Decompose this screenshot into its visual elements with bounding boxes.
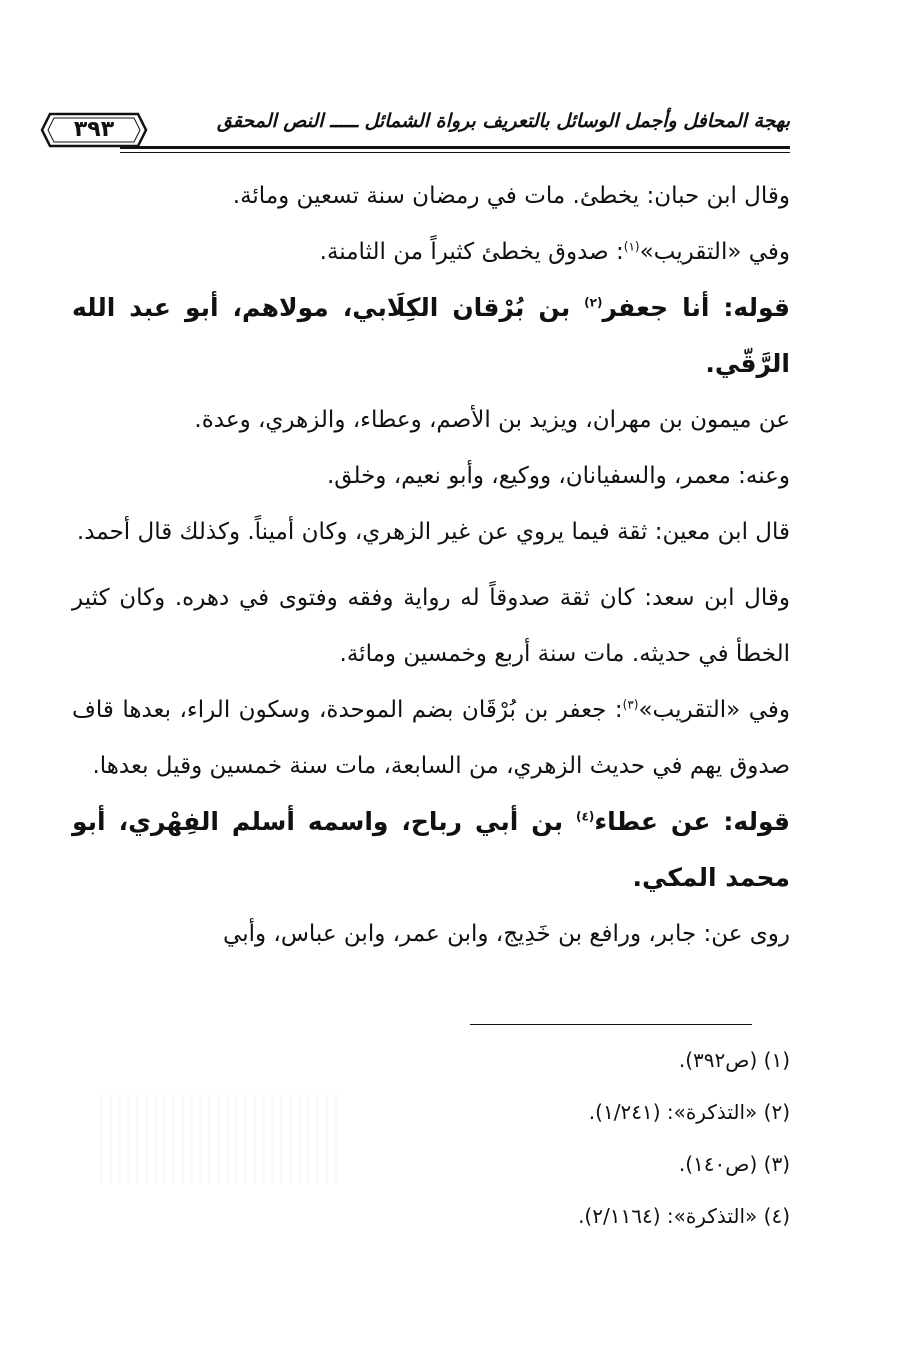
footnote-separator — [470, 1024, 752, 1025]
paragraph: وعنه: معمر، والسفيانان، ووكيع، وأبو نعيم، وخلق. — [326, 463, 790, 489]
page-number-badge — [40, 112, 148, 148]
paragraph: وقال ابن سعد: كان ثقة صدوقاً له رواية وفقه وفتوى في دهره. وكان كثير الخطأ في حديثه. مات سنة أربع وخمسين ومائة. — [72, 585, 790, 667]
footnote: (٤) «التذكرة»: (٢/١١٦٤). — [578, 1204, 790, 1228]
running-title: بهجة المحافل وأجمل الوسائل بالتعريف برواة الشمائل ـــــ النص المحقق — [217, 110, 790, 132]
footnote: (١) (ص٣٩٢). — [678, 1048, 790, 1072]
paragraph: وفي «التقريب»$^{(١)}$: صدوق يخطئ كثيراً من الثامنة. — [319, 239, 790, 265]
footnote-marker: (١) — [623, 239, 640, 254]
paragraph: قال ابن معين: ثقة فيما يروي عن غير الزهري، وكان أميناً. وكذلك قال أحمد. — [76, 519, 790, 545]
footnote-marker: (٤) — [576, 809, 595, 824]
footnote: (٢) «التذكرة»: (١/٢٤١). — [588, 1100, 790, 1124]
header-rule — [120, 146, 790, 149]
footnote: (٣) (ص١٤٠). — [678, 1152, 790, 1176]
paragraph: وقال ابن حبان: يخطئ. مات في رمضان سنة تسعين ومائة. — [232, 183, 790, 209]
bleed-through-texture — [100, 1094, 340, 1184]
page-number: ٣٩٣ — [73, 117, 115, 142]
page-header — [40, 100, 790, 150]
footnote-marker: (٣) — [622, 697, 639, 712]
footnotes — [300, 1034, 790, 1242]
paragraph: روى عن: جابر، ورافع بن خَدِيج، وابن عمر، وابن عباس، وأبي — [223, 921, 790, 947]
paragraph: وفي «التقريب»$^{(٣)}$: جعفر بن بُرْقَان بضم الموحدة، وسكون الراء، بعدها قاف صدوق يهم في حديث الزهري، من السابعة، مات سنة خمسين وقيل بعدها. — [72, 697, 790, 779]
paragraph: عن ميمون بن مهران، ويزيد بن الأصم، وعطاء، والزهري، وعدة. — [194, 407, 790, 433]
header-rule-thin — [120, 152, 790, 153]
footnote-marker: (٢) — [584, 295, 603, 310]
entry-heading: قوله: عن عطاء$^{(٤)}$ بن أبي رباح، واسمه أسلم الفِهْري، أبو محمد المكي. — [72, 807, 790, 892]
main-text — [72, 168, 790, 962]
entry-heading: قوله: أنا جعفر$^{(٢)}$ بن بُرْقان الكِلَابي، مولاهم، أبو عبد الله الرَّقّي. — [72, 293, 790, 378]
